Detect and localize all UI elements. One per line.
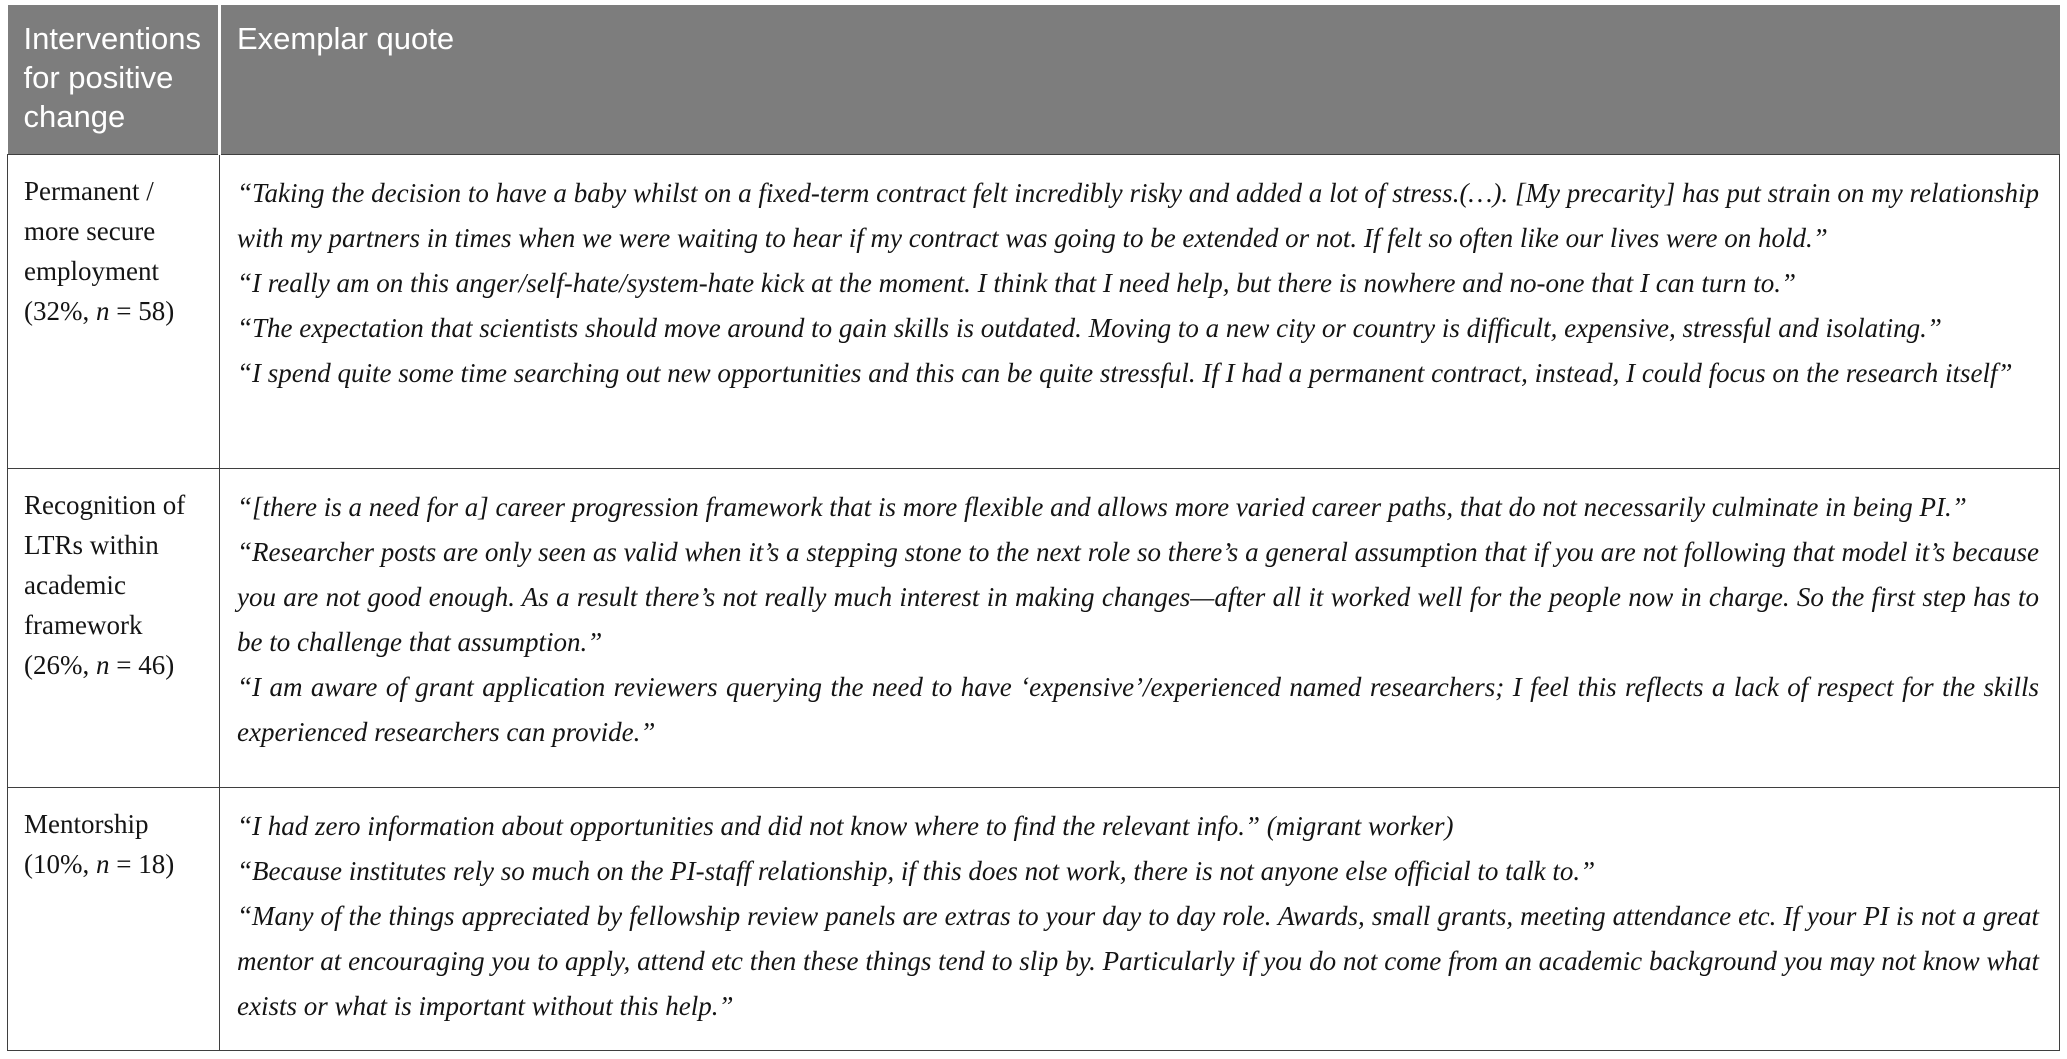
table-header — [8, 5, 2060, 154]
table-row — [8, 787, 2060, 1050]
exemplar-quote: “The expectation that scientists should move around to gain skills is outdated. Moving to a new city or country is difficult, expensive, stressful and isolating.” — [237, 312, 1942, 343]
exemplar-quote: “Because institutes rely so much on the PI-staff relationship, if this does not work, there is not anyone else official to talk to.” — [237, 855, 1596, 886]
intervention-label: Permanent / more secure employment (32%, — [24, 175, 159, 326]
intervention-cell — [8, 787, 220, 1050]
interventions-table — [7, 5, 2060, 1051]
n-value: = 58) — [109, 295, 175, 326]
table-row — [8, 154, 2060, 468]
n-value: = 46) — [109, 649, 175, 680]
table-row — [8, 468, 2060, 787]
exemplar-quote: “Taking the decision to have a baby whilst on a fixed-term contract felt incredibly risky and added a lot of stress.(…). [My precarity] has put strain on my relationship with my partners in times when we were waiting to hear if my contract was going to be extended or not. If felt so often like our lives were on hold.” — [237, 177, 2039, 253]
quotes-cell — [220, 154, 2060, 468]
exemplar-quote: “Researcher posts are only seen as valid when it’s a stepping stone to the next role so there’s a general assumption that if you are not following that model it’s because you are not good enough. As a result there’s not really much interest in making changes—after all it worked well for the people now in charge. So the first step has to be to challenge that assumption.” — [237, 536, 2039, 657]
exemplar-quote: “I really am on this anger/self-hate/system-hate kick at the moment. I think that I need help, but there is nowhere and no-one that I can turn to.” — [237, 267, 1796, 298]
n-value: = 18) — [109, 848, 175, 879]
quotes-cell — [220, 787, 2060, 1050]
exemplar-quote: “[there is a need for a] career progression framework that is more flexible and allows more varied career paths, that do not necessarily culminate in being PI.” — [237, 491, 1967, 522]
intervention-cell — [8, 154, 220, 468]
n-symbol: n — [95, 649, 110, 680]
n-symbol: n — [95, 295, 110, 326]
exemplar-quote: “I am aware of grant application reviewers querying the need to have ‘expensive’/experienced named researchers; I feel this reflects a lack of respect for the skills experienced researchers can provide.” — [237, 671, 2039, 747]
exemplar-quote: “Many of the things appreciated by fellowship review panels are extras to your day to day role. Awards, small grants, meeting attendance etc. If your PI is not a great mentor at encouraging you to apply, attend etc then these things tend to slip by. Particularly if you do not come from an academic background you may not know what exists or what is important without this help.” — [237, 900, 2039, 1021]
intervention-label: Mentorship (10%, — [24, 808, 149, 879]
intervention-cell — [8, 468, 220, 787]
intervention-label: Recognition of LTRs within academic framework (26%, — [24, 489, 186, 680]
exemplar-quote: “I had zero information about opportunities and did not know where to find the relevant info.” (migrant worker) — [237, 810, 1454, 841]
quotes-cell — [220, 468, 2060, 787]
exemplar-quote: “I spend quite some time searching out new opportunities and this can be quite stressful. If I had a permanent contract, instead, I could focus on the research itself” — [237, 357, 2013, 388]
column-header-exemplar-quote: Exemplar quote — [220, 5, 2060, 154]
column-header-interventions: Interventions for positive change — [8, 5, 220, 154]
n-symbol: n — [95, 848, 110, 879]
